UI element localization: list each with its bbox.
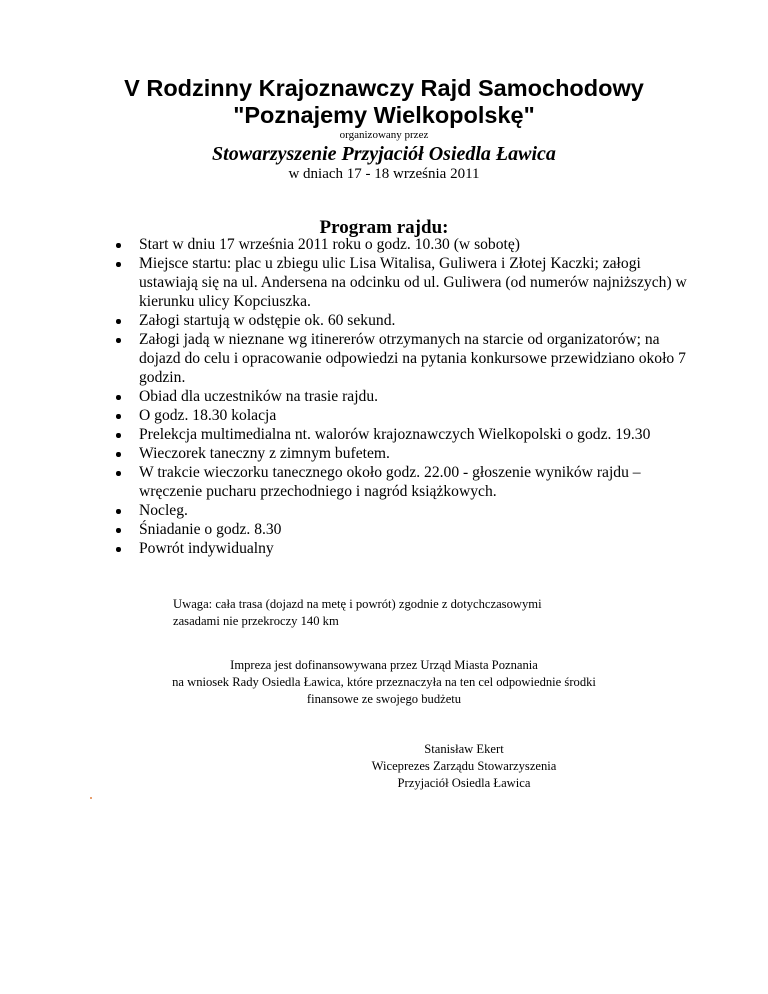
program-item: O godz. 18.30 kolacja: [139, 406, 699, 425]
signatory-organization: Przyjaciół Osiedla Ławica: [397, 776, 531, 790]
funding-line: Impreza jest dofinansowywana przez Urząd Miasta Poznania: [230, 658, 538, 672]
signatory-role: Wiceprezes Zarządu Stowarzyszenia: [371, 759, 557, 773]
funding-line: na wniosek Rady Osiedla Ławica, które przeznaczyła na ten cel odpowiednie środki: [172, 675, 596, 689]
program-item: Prelekcja multimedialna nt. walorów krajoznawczych Wielkopolski o godz. 19.30: [139, 425, 699, 444]
program-heading: Program rajdu:: [319, 216, 449, 238]
program-list: [139, 235, 699, 558]
program-item: W trakcie wieczorku tanecznego około godz. 22.00 - głoszenie wyników rajdu – wręczenie pucharu przechodniego i nagród książkowych.: [139, 463, 699, 501]
signature-block: [264, 741, 664, 792]
program-item: Załogi jadą w nieznane wg itinererów otrzymanych na starcie od organizatorów; na dojazd do celu i opracowanie odpowiedzi na pytania konkursowe przewidziano około 7 godzin.: [139, 330, 699, 387]
route-note-line: zasadami nie przekroczy 140 km: [173, 614, 339, 628]
document-title-line-2: "Poznajemy Wielkopolskę": [233, 102, 535, 128]
route-note-line: Uwaga: cała trasa (dojazd na metę i powrót) zgodnie z dotychczasowymi: [173, 597, 542, 611]
event-dates: w dniach 17 - 18 września 2011: [288, 166, 480, 182]
program-item: Start w dniu 17 września 2011 roku o godz. 10.30 (w sobotę): [139, 235, 699, 254]
program-item: Powrót indywidualny: [139, 539, 699, 558]
funding-statement: [0, 657, 768, 708]
document-title-line-1: V Rodzinny Krajoznawczy Rajd Samochodowy: [124, 75, 644, 101]
program-item: Nocleg.: [139, 501, 699, 520]
signatory-name: Stanisław Ekert: [424, 742, 504, 756]
organizer-name: Stowarzyszenie Przyjaciół Osiedla Ławica: [212, 143, 556, 165]
program-item: Miejsce startu: plac u zbiegu ulic Lisa Witalisa, Guliwera i Złotej Kaczki; załogi ustawiają się na ul. Andersena na odcinku od ul. Guliwera (od numerów najniższych) w kierunku ulicy Kopciuszka.: [139, 254, 699, 311]
organized-by-label: organizowany przez: [339, 129, 429, 141]
route-note: [173, 596, 653, 630]
program-item: Wieczorek taneczny z zimnym bufetem.: [139, 444, 699, 463]
program-item: Śniadanie o godz. 8.30: [139, 520, 699, 539]
program-item: Załogi startują w odstępie ok. 60 sekund.: [139, 311, 699, 330]
funding-line: finansowe ze swojego budżetu: [306, 692, 462, 706]
stray-mark: [90, 797, 92, 799]
program-item: Obiad dla uczestników na trasie rajdu.: [139, 387, 699, 406]
